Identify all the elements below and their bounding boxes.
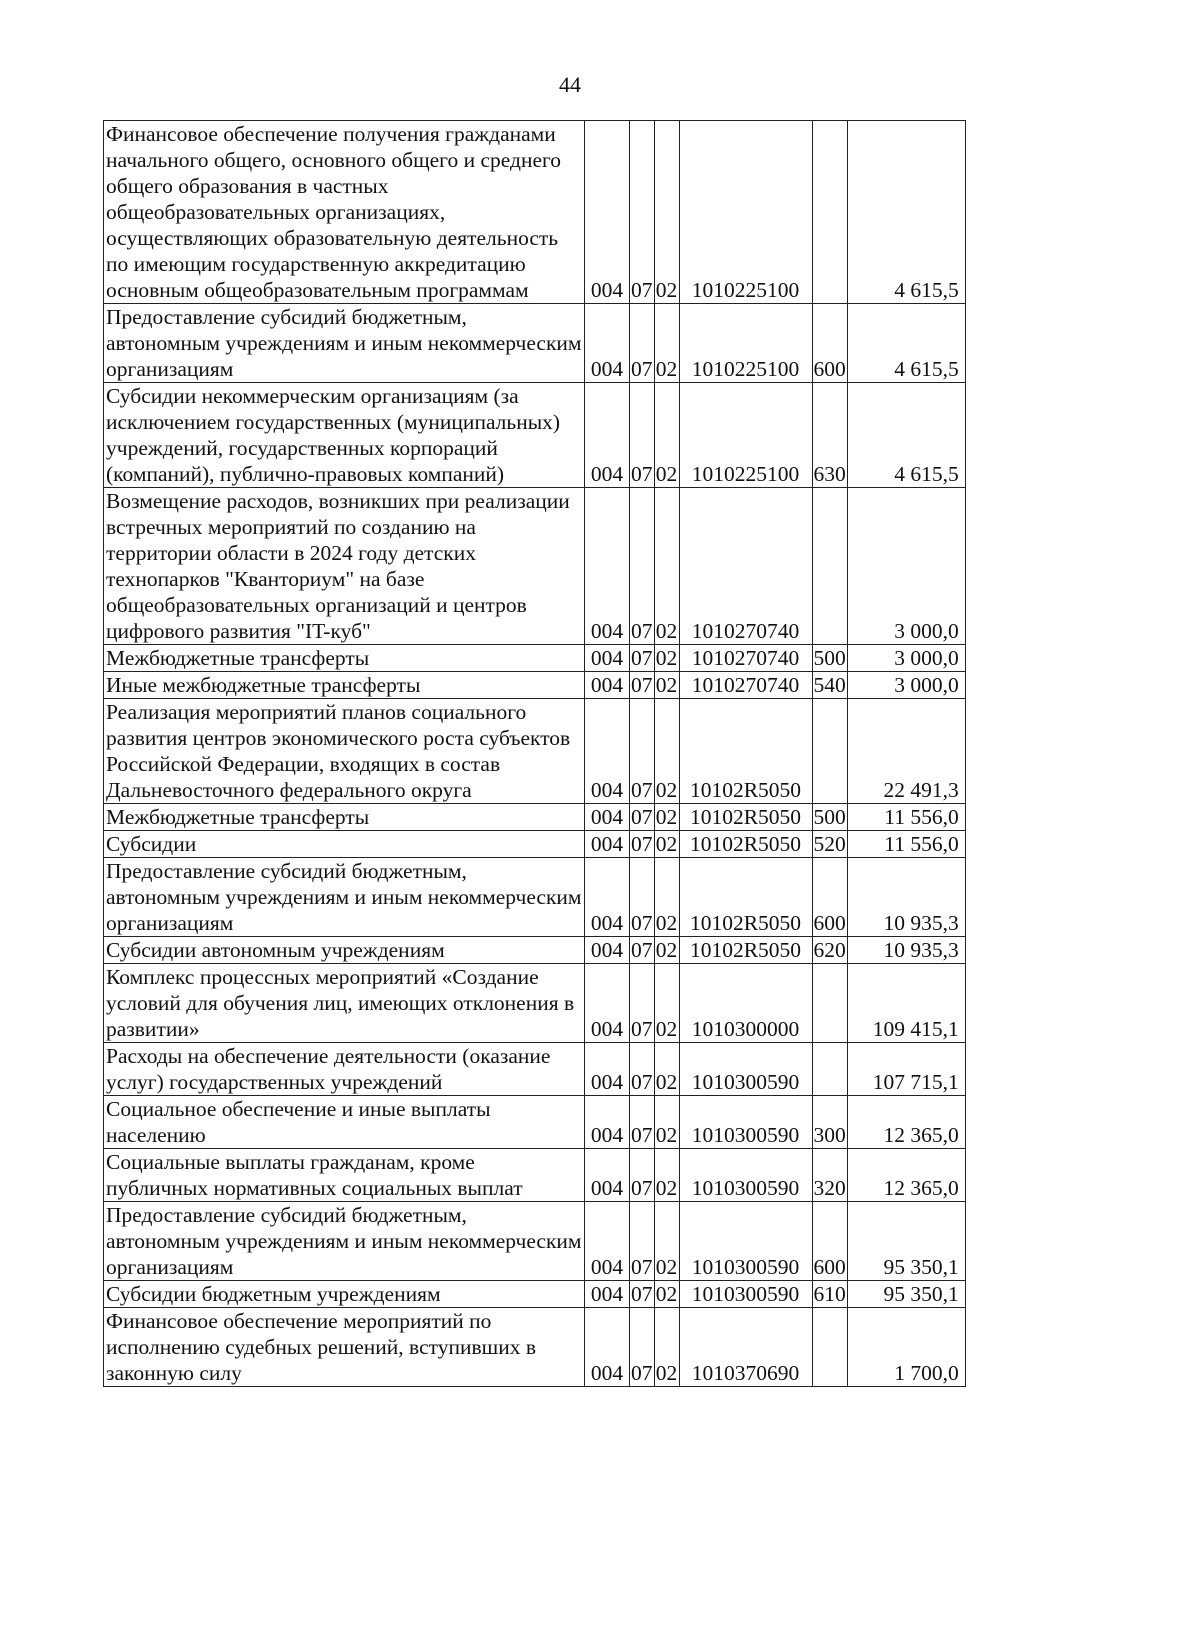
amount-cell: 4 615,5 <box>847 304 965 383</box>
subsection-code-cell: 02 <box>654 964 679 1043</box>
amount-cell: 3 000,0 <box>847 488 965 645</box>
section-code-cell: 07 <box>631 646 653 670</box>
grbs-code-cell: 004 <box>585 964 630 1043</box>
table-row <box>104 1281 966 1308</box>
section-code-cell: 07 <box>631 1282 653 1306</box>
target-article-code-cell: 1010370690 <box>679 1308 812 1387</box>
grbs-code-cell: 004 <box>585 304 630 383</box>
amount-cell: 1 700,0 <box>847 1308 965 1387</box>
amount-cell: 95 350,1 <box>847 1202 965 1281</box>
table-row <box>104 964 966 1043</box>
expense-name-cell: Финансовое обеспечение мероприятий по исполнению судебных решений, вступивших в законную силу <box>104 1308 585 1387</box>
budget-table <box>103 120 966 1387</box>
expense-name-cell: Социальное обеспечение и иные выплаты населению <box>104 1096 585 1149</box>
expense-name-cell: Расходы на обеспечение деятельности (оказание услуг) государственных учреждений <box>104 1043 585 1096</box>
table-row <box>104 121 966 304</box>
expense-type-code-cell: 500 <box>813 805 846 829</box>
page-number: 44 <box>559 72 581 97</box>
section-code-cell: 07 <box>631 938 653 962</box>
expense-name-cell: Социальные выплаты гражданам, кроме публичных нормативных социальных выплат <box>104 1149 585 1202</box>
section-code-cell: 07 <box>630 304 655 383</box>
expense-name-cell: Финансовое обеспечение получения гражданами начального общего, основного общего и среднего общего образования в частных общеобразовательных организациях, осуществляющих образовательную деятельность по имеющим государственную аккредитацию основным общеобразовательным программам <box>104 121 585 304</box>
subsection-code-cell: 02 <box>654 699 679 804</box>
subsection-code-cell: 02 <box>654 383 679 488</box>
grbs-code-cell: 004 <box>585 858 630 937</box>
section-code-cell: 07 <box>630 964 655 1043</box>
target-article-code-cell: 1010270740 <box>679 488 812 645</box>
table-row <box>104 1043 966 1096</box>
amount-cell: 3 000,0 <box>847 672 965 699</box>
expense-type-code-cell <box>812 488 847 645</box>
grbs-code-cell: 004 <box>585 937 630 964</box>
amount-cell: 4 615,5 <box>847 383 965 488</box>
section-code-cell: 07 <box>631 832 653 856</box>
grbs-code-cell: 004 <box>585 1281 630 1308</box>
grbs-code-cell: 004 <box>585 121 630 304</box>
expense-name-cell: Предоставление субсидий бюджетным, автономным учреждениям и иным некоммерческим организациям <box>104 1202 585 1281</box>
expense-type-code-cell <box>812 121 847 304</box>
expense-name-cell: Предоставление субсидий бюджетным, автономным учреждениям и иным некоммерческим организациям <box>104 858 585 937</box>
subsection-code-cell: 02 <box>654 488 679 645</box>
section-code-cell: 07 <box>630 1096 655 1149</box>
amount-cell: 4 615,5 <box>847 121 965 304</box>
grbs-code-cell: 004 <box>585 1096 630 1149</box>
expense-name-cell: Межбюджетные трансферты <box>104 645 585 672</box>
subsection-code-cell: 02 <box>654 121 679 304</box>
expense-type-code-cell: 600 <box>812 858 847 937</box>
table-row <box>104 804 966 831</box>
expense-type-code-cell <box>812 964 847 1043</box>
expense-name-cell: Иные межбюджетные трансферты <box>104 672 585 699</box>
section-code-cell: 07 <box>630 1202 655 1281</box>
expense-type-code-cell <box>812 1043 847 1096</box>
table-row <box>104 488 966 645</box>
expense-name-cell: Субсидии <box>104 831 585 858</box>
expense-name-cell: Субсидии автономным учреждениям <box>104 937 585 964</box>
subsection-code-cell: 02 <box>655 673 678 697</box>
target-article-code-cell: 1010270740 <box>679 672 812 699</box>
section-code-cell: 07 <box>630 488 655 645</box>
amount-cell: 12 365,0 <box>847 1149 965 1202</box>
table-row <box>104 304 966 383</box>
section-code-cell: 07 <box>630 858 655 937</box>
section-code-cell: 07 <box>630 383 655 488</box>
expense-type-code-cell: 300 <box>812 1096 847 1149</box>
subsection-code-cell: 02 <box>655 805 678 829</box>
expense-type-code-cell: 600 <box>812 304 847 383</box>
table-row <box>104 1096 966 1149</box>
target-article-code-cell: 1010300590 <box>679 1096 812 1149</box>
expense-name-cell: Субсидии бюджетным учреждениям <box>104 1281 585 1308</box>
target-article-code-cell: 1010225100 <box>679 383 812 488</box>
target-article-code-cell: 10102R5050 <box>679 937 812 964</box>
amount-cell: 109 415,1 <box>847 964 965 1043</box>
table-row <box>104 1202 966 1281</box>
expense-type-code-cell: 630 <box>812 383 847 488</box>
expense-type-code-cell <box>812 699 847 804</box>
subsection-code-cell: 02 <box>654 1149 679 1202</box>
grbs-code-cell: 004 <box>585 488 630 645</box>
table-row <box>104 383 966 488</box>
amount-cell: 12 365,0 <box>847 1096 965 1149</box>
target-article-code-cell: 1010270740 <box>679 645 812 672</box>
expense-type-code-cell: 520 <box>813 832 846 856</box>
table-row <box>104 937 966 964</box>
expense-name-cell: Субсидии некоммерческим организациям (за исключением государственных (муниципальных) учреждений, государственных корпораций (компаний), публично-правовых компаний) <box>104 383 585 488</box>
table-row <box>104 1308 966 1387</box>
amount-cell: 107 715,1 <box>847 1043 965 1096</box>
subsection-code-cell: 02 <box>654 858 679 937</box>
subsection-code-cell: 02 <box>654 1043 679 1096</box>
subsection-code-cell: 02 <box>655 938 678 962</box>
table-row <box>104 645 966 672</box>
grbs-code-cell: 004 <box>585 672 630 699</box>
grbs-code-cell: 004 <box>585 1149 630 1202</box>
table-row <box>104 1149 966 1202</box>
expense-type-code-cell: 540 <box>813 673 846 697</box>
target-article-code-cell: 10102R5050 <box>679 699 812 804</box>
grbs-code-cell: 004 <box>585 1202 630 1281</box>
expense-name-cell: Реализация мероприятий планов социального развития центров экономического роста субъектов Российской Федерации, входящих в состав Дальневосточного федерального округа <box>104 699 585 804</box>
section-code-cell: 07 <box>630 1308 655 1387</box>
amount-cell: 10 935,3 <box>847 858 965 937</box>
subsection-code-cell: 02 <box>654 1308 679 1387</box>
table-row <box>104 672 966 699</box>
amount-cell: 3 000,0 <box>847 645 965 672</box>
amount-cell: 22 491,3 <box>847 699 965 804</box>
section-code-cell: 07 <box>630 699 655 804</box>
target-article-code-cell: 1010300000 <box>679 964 812 1043</box>
subsection-code-cell: 02 <box>654 304 679 383</box>
target-article-code-cell: 10102R5050 <box>679 804 812 831</box>
grbs-code-cell: 004 <box>585 1308 630 1387</box>
subsection-code-cell: 02 <box>654 1096 679 1149</box>
expense-type-code-cell: 620 <box>813 938 846 962</box>
table-row <box>104 831 966 858</box>
target-article-code-cell: 1010300590 <box>679 1043 812 1096</box>
target-article-code-cell: 1010225100 <box>679 121 812 304</box>
table-row <box>104 699 966 804</box>
section-code-cell: 07 <box>631 673 653 697</box>
subsection-code-cell: 02 <box>655 646 678 670</box>
subsection-code-cell: 02 <box>655 1282 678 1306</box>
expense-type-code-cell: 500 <box>813 646 846 670</box>
expense-type-code-cell: 610 <box>813 1282 846 1306</box>
section-code-cell: 07 <box>630 1149 655 1202</box>
expense-name-cell: Межбюджетные трансферты <box>104 804 585 831</box>
expense-name-cell: Возмещение расходов, возникших при реализации встречных мероприятий по созданию на территории области в 2024 году детских технопарков "Кванториум" на базе общеобразовательных организаций и центров цифрового развития "IT-куб" <box>104 488 585 645</box>
amount-cell: 11 556,0 <box>847 831 965 858</box>
target-article-code-cell: 1010225100 <box>679 304 812 383</box>
grbs-code-cell: 004 <box>585 831 630 858</box>
grbs-code-cell: 004 <box>585 699 630 804</box>
expense-type-code-cell: 320 <box>812 1149 847 1202</box>
target-article-code-cell: 10102R5050 <box>679 831 812 858</box>
expense-name-cell: Комплекс процессных мероприятий «Создание условий для обучения лиц, имеющих отклонения в развитии» <box>104 964 585 1043</box>
grbs-code-cell: 004 <box>585 1043 630 1096</box>
table-row <box>104 858 966 937</box>
expense-name-cell: Предоставление субсидий бюджетным, автономным учреждениям и иным некоммерческим организациям <box>104 304 585 383</box>
target-article-code-cell: 1010300590 <box>679 1202 812 1281</box>
grbs-code-cell: 004 <box>585 804 630 831</box>
target-article-code-cell: 10102R5050 <box>679 858 812 937</box>
amount-cell: 11 556,0 <box>847 804 965 831</box>
amount-cell: 95 350,1 <box>847 1281 965 1308</box>
expense-type-code-cell <box>812 1308 847 1387</box>
expense-type-code-cell: 600 <box>812 1202 847 1281</box>
amount-cell: 10 935,3 <box>847 937 965 964</box>
section-code-cell: 07 <box>630 121 655 304</box>
grbs-code-cell: 004 <box>585 645 630 672</box>
budget-table-body <box>104 121 966 1387</box>
section-code-cell: 07 <box>630 1043 655 1096</box>
subsection-code-cell: 02 <box>655 832 678 856</box>
grbs-code-cell: 004 <box>585 383 630 488</box>
section-code-cell: 07 <box>631 805 653 829</box>
target-article-code-cell: 1010300590 <box>679 1281 812 1308</box>
target-article-code-cell: 1010300590 <box>679 1149 812 1202</box>
subsection-code-cell: 02 <box>654 1202 679 1281</box>
